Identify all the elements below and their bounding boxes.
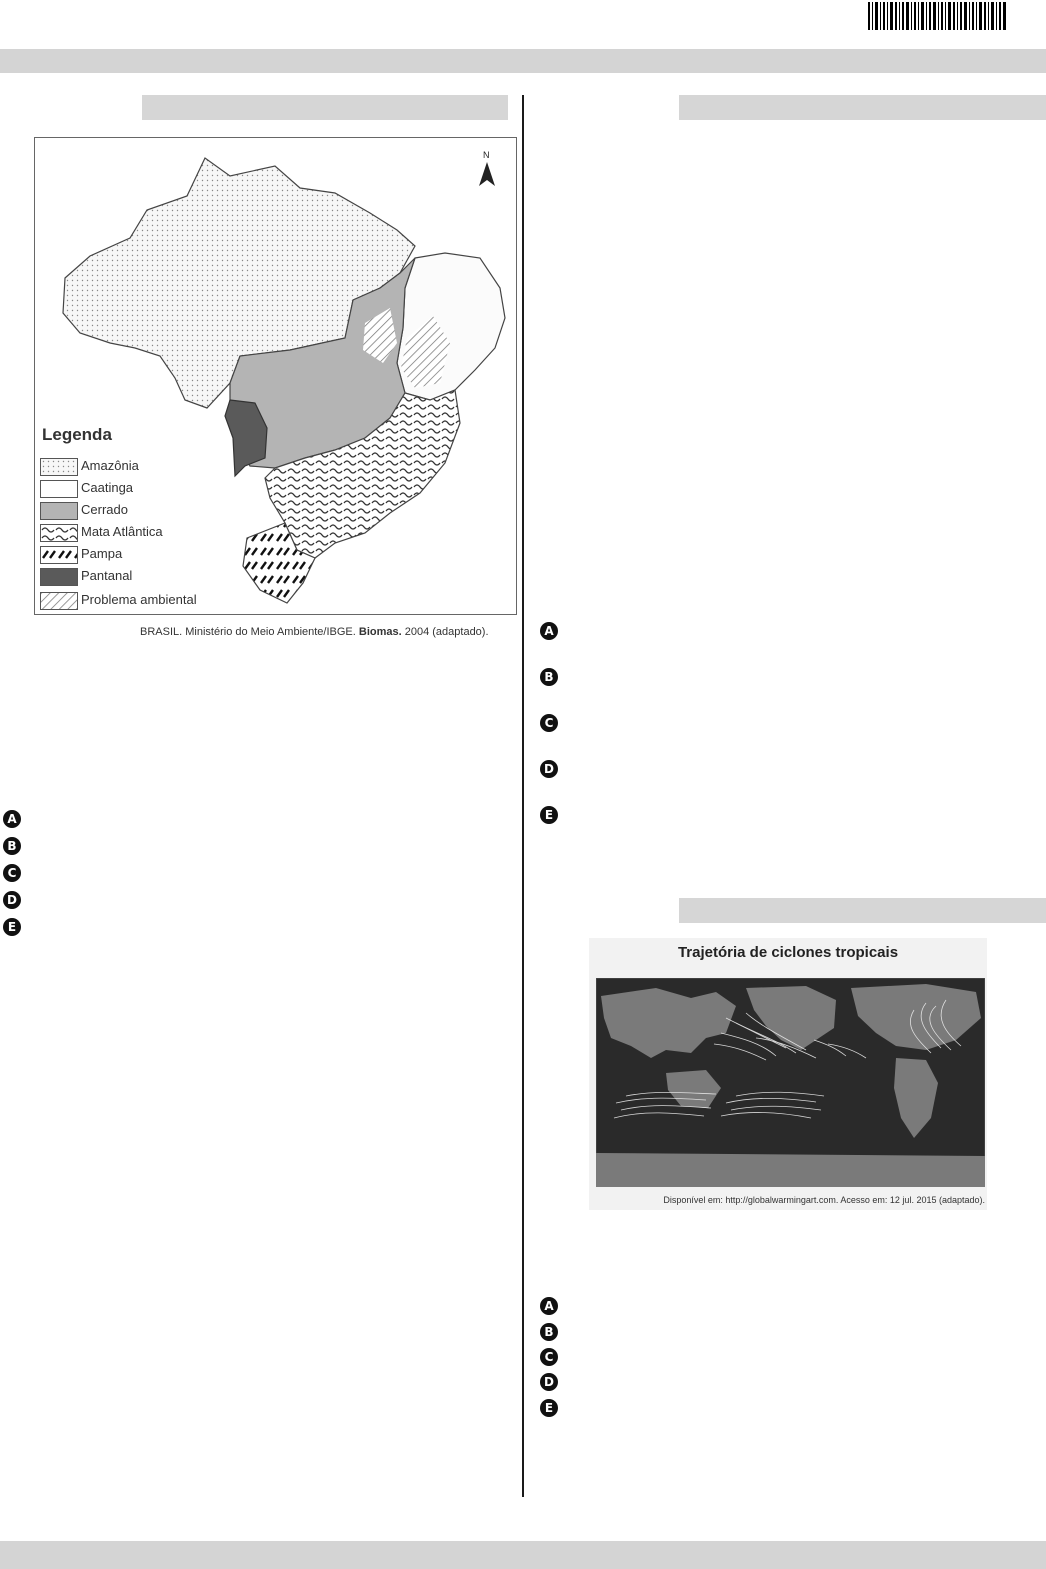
- option-c-bullet[interactable]: C: [540, 1348, 558, 1366]
- legend-title: Legenda: [42, 425, 112, 444]
- north-label: N: [483, 150, 490, 160]
- option-e-bullet[interactable]: E: [540, 806, 558, 824]
- cyclone-figure: [589, 938, 987, 1210]
- pampa-swatch: [40, 546, 78, 564]
- option-e-bullet[interactable]: E: [540, 1399, 558, 1417]
- option-b-bullet[interactable]: B: [540, 1323, 558, 1341]
- legend-label: Problema ambiental: [81, 592, 197, 607]
- map-caption-title: Biomas.: [358, 626, 402, 638]
- option-c-bullet[interactable]: C: [540, 714, 558, 732]
- question-header-bar-left: [142, 95, 508, 120]
- north-arrow-icon: [479, 162, 495, 186]
- option-b-bullet[interactable]: B: [540, 668, 558, 686]
- cyclone-figure-caption: Disponível em: http://globalwarmingart.com. Acesso em: 12 jul. 2015 (adaptado).: [663, 1195, 985, 1205]
- problema-ambiental-swatch: [40, 592, 78, 610]
- caatinga-swatch: [40, 480, 78, 498]
- amazonia-swatch: [40, 458, 78, 476]
- cerrado-swatch: [40, 502, 78, 520]
- cyclone-figure-title: Trajetória de ciclones tropicais: [677, 944, 899, 961]
- brazil-biomes-map: [34, 137, 517, 615]
- option-b-bullet[interactable]: B: [3, 837, 21, 855]
- column-divider: [522, 95, 524, 1497]
- option-a-bullet[interactable]: A: [540, 622, 558, 640]
- legend-label: Mata Atlântica: [81, 524, 163, 539]
- question-header-bar-right-2: [679, 898, 1046, 923]
- legend-label: Amazônia: [81, 458, 139, 473]
- option-c-bullet[interactable]: C: [3, 864, 21, 882]
- option-d-bullet[interactable]: D: [540, 1373, 558, 1391]
- brazil-map-drawing: [35, 138, 516, 614]
- pantanal-swatch: [40, 568, 78, 586]
- footer-band: [0, 1541, 1046, 1569]
- option-a-bullet[interactable]: A: [3, 810, 21, 828]
- header-band: [0, 49, 1046, 73]
- legend-label: Caatinga: [81, 480, 134, 495]
- option-d-bullet[interactable]: D: [3, 891, 21, 909]
- barcode: [868, 2, 1006, 30]
- legend-label: Cerrado: [81, 502, 128, 517]
- map-caption: [140, 626, 489, 638]
- option-e-bullet[interactable]: E: [3, 918, 21, 936]
- legend-label: Pantanal: [81, 568, 133, 583]
- map-caption-date: 2004 (adaptado).: [401, 626, 489, 638]
- legend-label: Pampa: [81, 546, 123, 561]
- map-caption-source: BRASIL. Ministério do Meio Ambiente/IBGE.: [140, 626, 359, 638]
- question-header-bar-right-1: [679, 95, 1046, 120]
- mata-atlantica-swatch: [40, 524, 78, 542]
- option-d-bullet[interactable]: D: [540, 760, 558, 778]
- cyclone-world-map: [596, 978, 985, 1187]
- option-a-bullet[interactable]: A: [540, 1297, 558, 1315]
